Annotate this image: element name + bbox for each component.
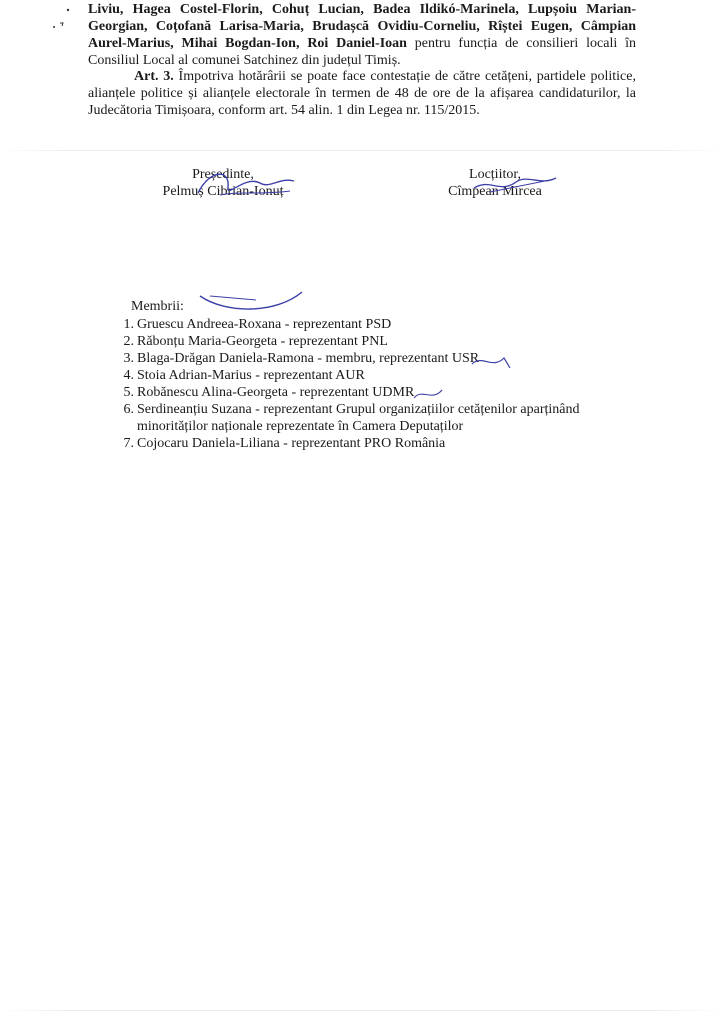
member-signature-mark — [412, 384, 452, 404]
member-signature-mark — [470, 350, 520, 372]
deputy-role: Locțiitor, — [469, 167, 521, 182]
stamp-fragment — [196, 288, 306, 318]
member-item: 7. Cojocaru Daniela-Liliana - reprezentant PRO România — [123, 436, 446, 451]
member-item: 5. Robănescu Alina-Georgeta - reprezentant UDMR — [123, 385, 415, 400]
deputy-signature-scribble — [470, 168, 560, 202]
article-3-text: Împotriva hotărârii se poate face contestație de către cetățeni, partidele politice, alianțele politice și alianțele electorale în termen de 48 de ore de la afișarea candidaturilor, la Judecătoria Timișoara, conform art. 54 alin. 1 din Legea nr. 115/2015. — [88, 69, 636, 118]
president-role: Președinte, — [192, 167, 254, 182]
members-title: Membrii: — [131, 299, 184, 314]
article-3-label: Art. 3. — [134, 69, 174, 84]
deputy-name: Cîmpean Mircea — [448, 184, 542, 199]
candidates-names: Liviu, Hagea Costel-Florin, Cohuț Lucian, Badea Ildikó-Marinela, Lupșoiu Marian-Georgian, Coțofană Larisa-Maria, Brudașcă Ovidiu-Corneliu, Rîștei Eugen, Câmpian Aurel-Marius, Mihai Bogdan-Ion, Roi Daniel-Ioan — [88, 2, 636, 51]
scan-divider-bottom — [0, 1010, 724, 1011]
president-signature-scribble — [190, 165, 300, 205]
candidates-paragraph — [88, 1, 636, 69]
article-3-paragraph — [88, 68, 636, 119]
scan-divider — [0, 150, 724, 151]
member-item: 1. Gruescu Andreea-Roxana - reprezentant PSD — [123, 317, 392, 332]
members-list — [110, 316, 650, 452]
president-name: Pelmuș Cibrian-Ionuț — [162, 184, 284, 199]
margin-marks — [50, 7, 80, 36]
member-item: 4. Stoia Adrian-Marius - reprezentant AUR — [123, 368, 365, 383]
member-item: 2. Răbonțu Maria-Georgeta - reprezentant PNL — [123, 334, 388, 349]
member-item: 6. Serdineanțiu Suzana - reprezentant Grupul organizațiilor cetățenilor aparținând minorităților naționale reprezentate în Camera Deputaților — [123, 402, 580, 434]
member-item: 3. Blaga-Drăgan Daniela-Ramona - membru, reprezentant USR — [123, 351, 480, 366]
candidates-function-text: pentru funcția de consilieri locali în Consiliul Local al comunei Satchinez din județul Timiș. — [88, 36, 636, 68]
